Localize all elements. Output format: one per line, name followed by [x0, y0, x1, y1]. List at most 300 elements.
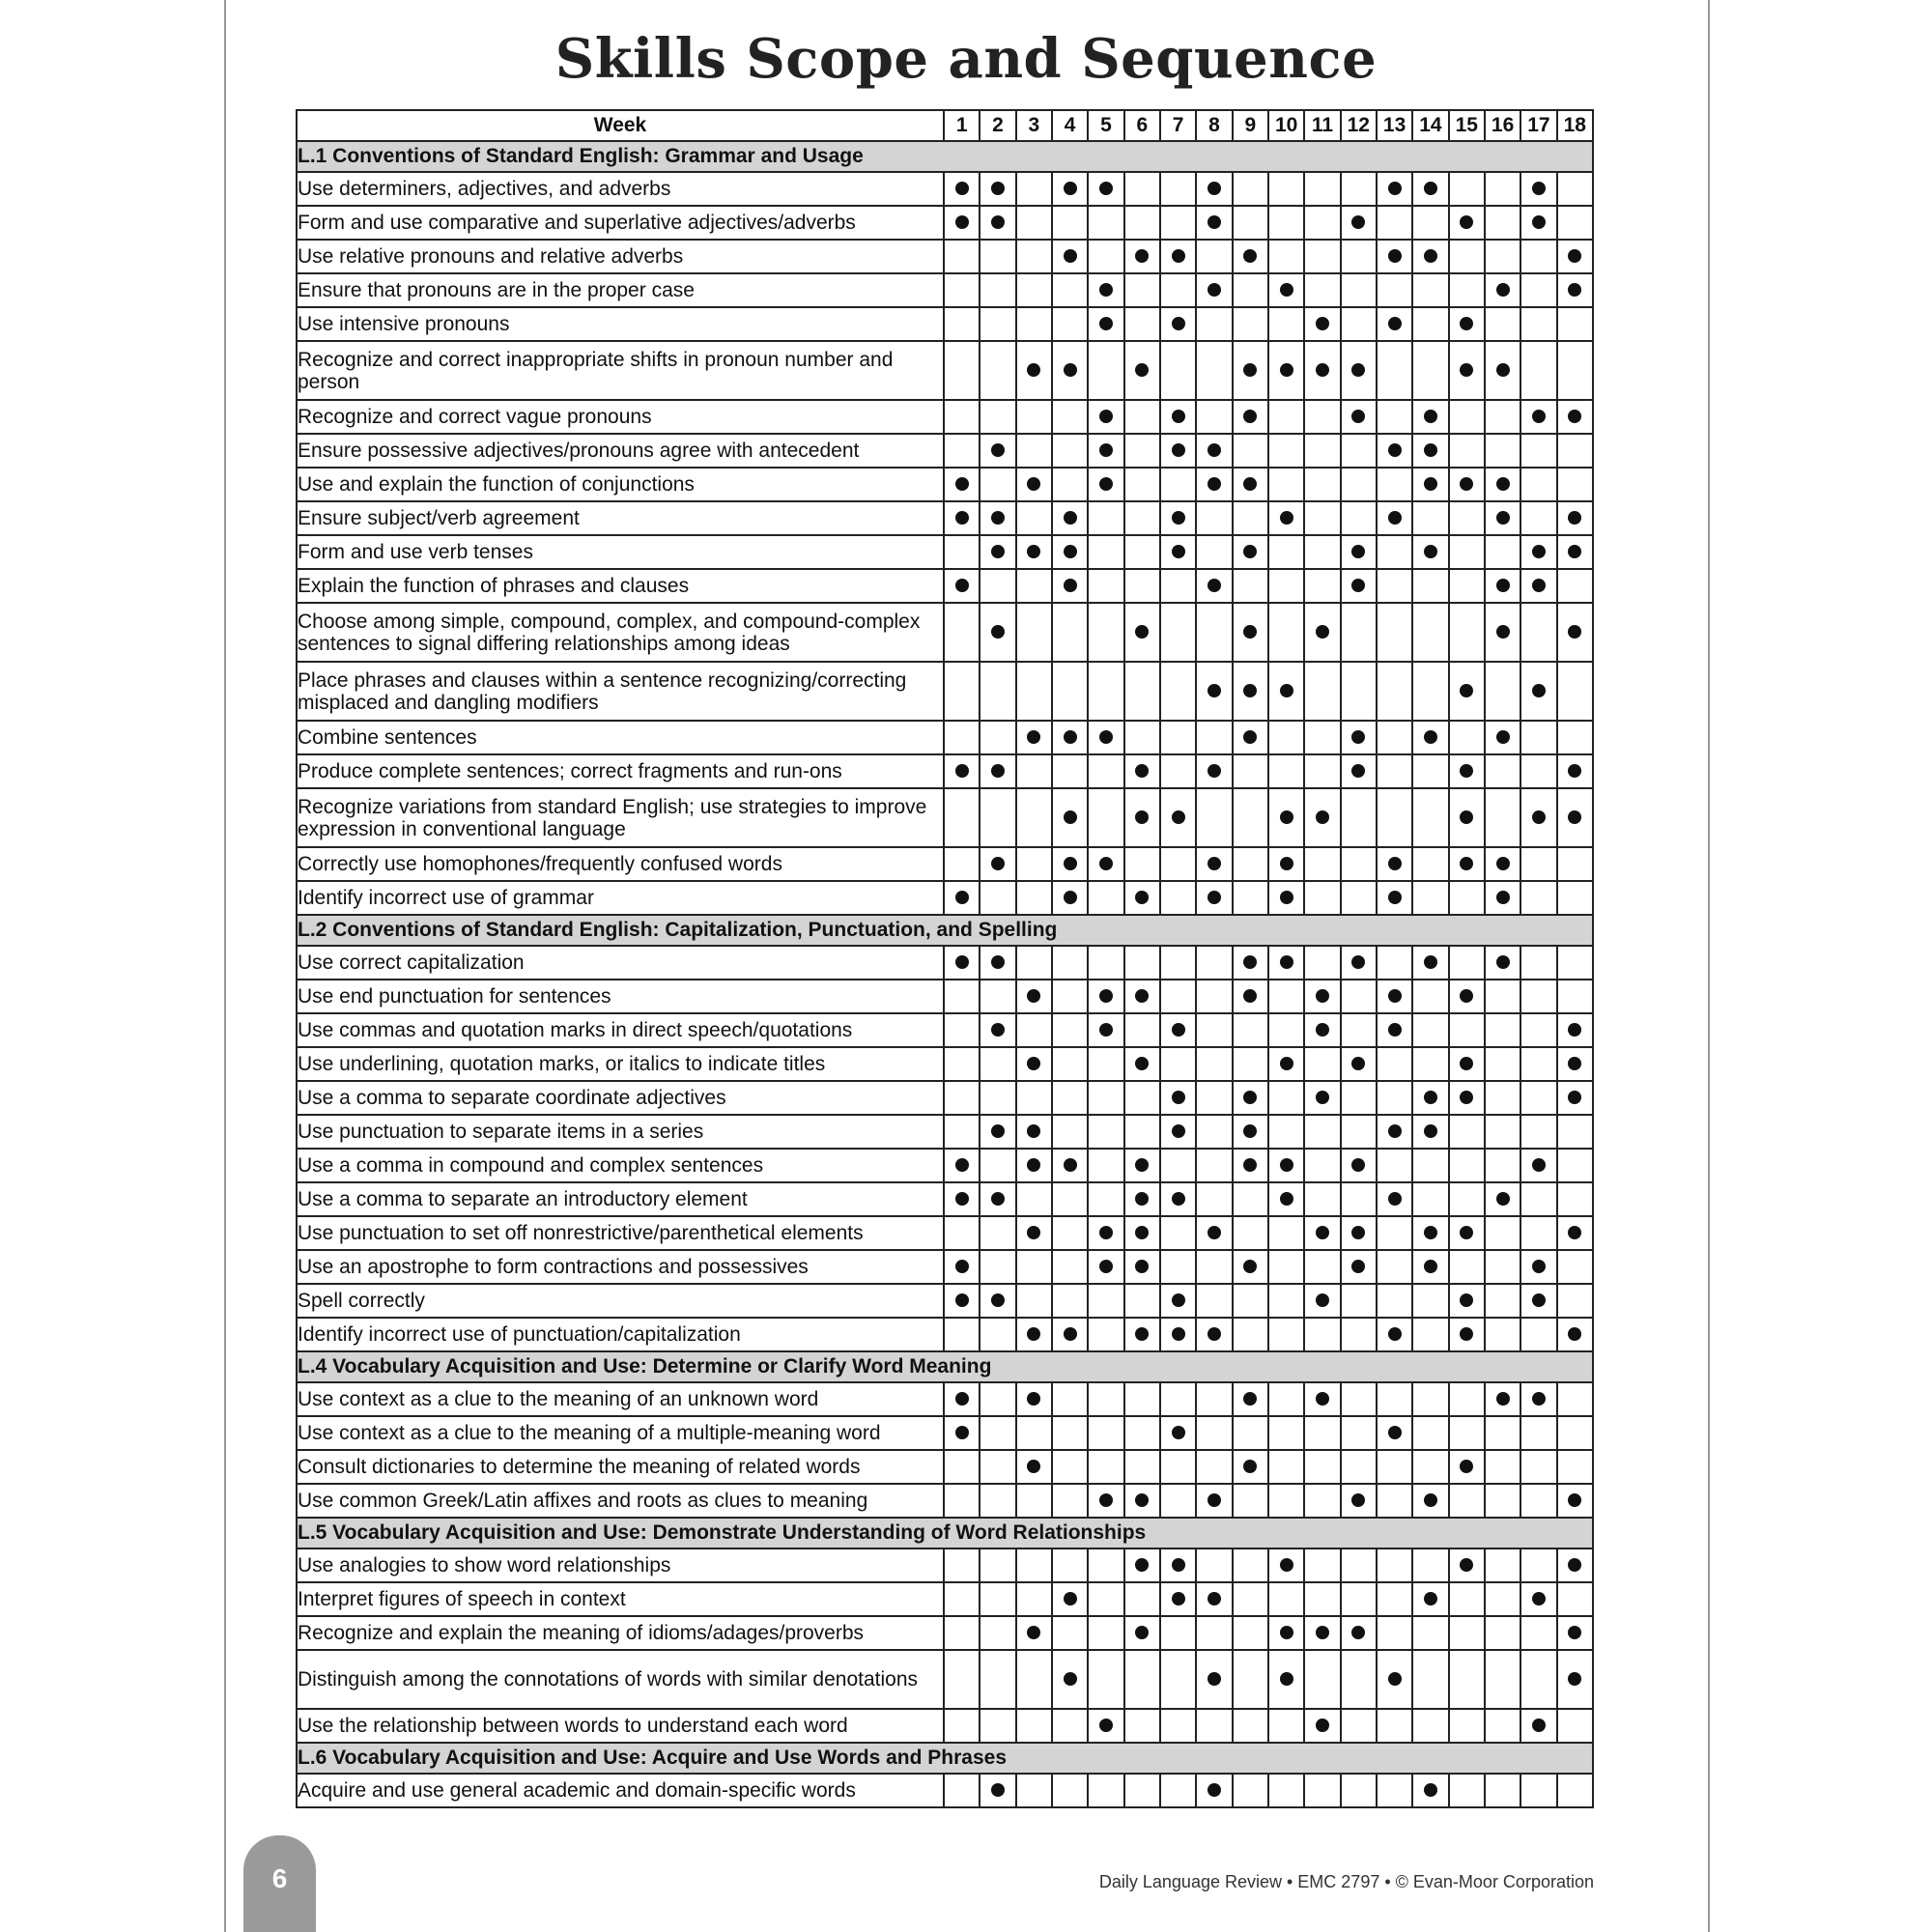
week-cell [1304, 603, 1340, 662]
coverage-dot [1064, 1592, 1077, 1605]
week-cell [1052, 1115, 1088, 1149]
week-cell [980, 662, 1015, 721]
week-cell [1052, 721, 1088, 754]
week-cell [1160, 341, 1196, 400]
week-cell [980, 980, 1015, 1013]
week-cell [1088, 1774, 1123, 1807]
week-cell [1160, 273, 1196, 307]
skill-label: Use a comma to separate an introductory element [297, 1182, 944, 1216]
skill-label: Use underlining, quotation marks, or italics to indicate titles [297, 1047, 944, 1081]
week-cell [1016, 1149, 1052, 1182]
coverage-dot [1208, 857, 1221, 870]
skill-label: Spell correctly [297, 1284, 944, 1318]
week-cell [1557, 662, 1593, 721]
coverage-dot [1532, 1158, 1546, 1172]
week-cell [944, 980, 980, 1013]
coverage-dot [1027, 1124, 1040, 1138]
week-cell [1233, 1318, 1268, 1351]
coverage-dot [1424, 545, 1437, 558]
week-cell [1233, 569, 1268, 603]
week-cell [1485, 1416, 1520, 1450]
coverage-dot [1027, 1057, 1040, 1070]
coverage-dot [1064, 182, 1077, 195]
week-cell [1557, 1013, 1593, 1047]
coverage-dot [1243, 249, 1257, 263]
week-cell [1449, 172, 1485, 206]
week-cell [1088, 1149, 1123, 1182]
coverage-dot [1135, 989, 1149, 1003]
week-cell [1485, 273, 1520, 307]
skill-label: Produce complete sentences; correct fragments and run-ons [297, 754, 944, 788]
coverage-dot [1099, 1493, 1113, 1507]
section-title: L.1 Conventions of Standard English: Grammar and Usage [297, 141, 1593, 172]
week-cell [1233, 1382, 1268, 1416]
coverage-dot [1064, 810, 1077, 824]
coverage-dot [1027, 1626, 1040, 1639]
week-cell [1304, 172, 1340, 206]
week-cell [1377, 1484, 1412, 1518]
coverage-dot [1172, 1192, 1185, 1206]
week-cell [1557, 603, 1593, 662]
coverage-dot [955, 1158, 969, 1172]
week-cell [1449, 1582, 1485, 1616]
week-cell [1160, 1318, 1196, 1351]
skill-label: Interpret figures of speech in context [297, 1582, 944, 1616]
week-cell [1412, 1318, 1448, 1351]
week-number-header: 7 [1160, 110, 1196, 141]
skill-label: Use a comma to separate coordinate adjectives [297, 1081, 944, 1115]
week-cell [1016, 569, 1052, 603]
week-cell [1412, 980, 1448, 1013]
week-cell [1124, 1318, 1160, 1351]
week-cell [1485, 468, 1520, 501]
week-cell [1268, 1115, 1304, 1149]
coverage-dot [1099, 730, 1113, 744]
week-cell [1485, 1115, 1520, 1149]
week-cell [980, 240, 1015, 273]
week-cell [1557, 1450, 1593, 1484]
week-cell [1520, 1182, 1556, 1216]
week-cell [1233, 603, 1268, 662]
skill-label: Use relative pronouns and relative adverbs [297, 240, 944, 273]
coverage-dot [1099, 857, 1113, 870]
week-cell [980, 341, 1015, 400]
week-cell [1088, 1382, 1123, 1416]
skill-row [297, 206, 1593, 240]
coverage-dot [1351, 1057, 1365, 1070]
coverage-dot [1172, 1558, 1185, 1572]
week-cell [1412, 1182, 1448, 1216]
skill-label: Use context as a clue to the meaning of a multiple-meaning word [297, 1416, 944, 1450]
coverage-dot [1388, 511, 1402, 525]
week-cell [1304, 980, 1340, 1013]
week-cell [944, 1416, 980, 1450]
week-cell [980, 1284, 1015, 1318]
coverage-dot [1496, 477, 1510, 491]
week-cell [1160, 501, 1196, 535]
coverage-dot [1351, 955, 1365, 969]
week-cell [1196, 788, 1232, 847]
week-cell [1160, 1616, 1196, 1650]
week-cell [1304, 1582, 1340, 1616]
week-cell [1449, 1650, 1485, 1709]
coverage-dot [1280, 955, 1293, 969]
week-cell [980, 1047, 1015, 1081]
skill-label: Use intensive pronouns [297, 307, 944, 341]
week-cell [1233, 788, 1268, 847]
coverage-dot [1316, 1392, 1329, 1406]
week-cell [1088, 847, 1123, 881]
week-cell [1341, 1284, 1377, 1318]
week-cell [1304, 662, 1340, 721]
week-cell [1377, 1582, 1412, 1616]
coverage-dot [1243, 363, 1257, 377]
week-cell [1196, 341, 1232, 400]
coverage-dot [1351, 1260, 1365, 1273]
week-cell [1341, 1709, 1377, 1743]
week-cell [1233, 1582, 1268, 1616]
week-cell [1412, 662, 1448, 721]
coverage-dot [1027, 989, 1040, 1003]
coverage-dot [1172, 1023, 1185, 1037]
week-cell [1304, 1548, 1340, 1582]
coverage-dot [991, 511, 1005, 525]
coverage-dot [1208, 579, 1221, 592]
week-cell [1377, 1250, 1412, 1284]
coverage-dot [1496, 625, 1510, 639]
week-cell [1412, 501, 1448, 535]
coverage-dot [1532, 1260, 1546, 1273]
week-cell [1268, 501, 1304, 535]
week-cell [1557, 501, 1593, 535]
week-cell [1088, 980, 1123, 1013]
coverage-dot [1135, 764, 1149, 778]
week-cell [1557, 206, 1593, 240]
coverage-dot [1460, 989, 1473, 1003]
week-cell [1124, 1149, 1160, 1182]
coverage-dot [1243, 684, 1257, 697]
skill-label: Use the relationship between words to understand each word [297, 1709, 944, 1743]
week-cell [1520, 847, 1556, 881]
coverage-dot [1135, 891, 1149, 904]
week-cell [1557, 721, 1593, 754]
skill-label: Identify incorrect use of grammar [297, 881, 944, 915]
skill-label: Place phrases and clauses within a sentence recognizing/correcting misplaced and dangling modifiers [297, 662, 944, 721]
week-cell [1377, 1182, 1412, 1216]
week-cell [944, 172, 980, 206]
week-cell [1341, 881, 1377, 915]
week-number-header: 2 [980, 110, 1015, 141]
week-cell [1268, 1182, 1304, 1216]
coverage-dot [1099, 477, 1113, 491]
week-cell [1557, 1284, 1593, 1318]
week-cell [1485, 1149, 1520, 1182]
week-cell [944, 1182, 980, 1216]
week-cell [1016, 1650, 1052, 1709]
week-cell [1160, 721, 1196, 754]
coverage-dot [1460, 363, 1473, 377]
week-cell [1485, 1582, 1520, 1616]
week-cell [1196, 662, 1232, 721]
coverage-dot [1172, 1327, 1185, 1341]
week-cell [1160, 1216, 1196, 1250]
coverage-dot [1027, 1460, 1040, 1473]
week-cell [1520, 1115, 1556, 1149]
week-cell [1052, 501, 1088, 535]
week-cell [1449, 1382, 1485, 1416]
coverage-dot [1280, 857, 1293, 870]
week-cell [1088, 273, 1123, 307]
week-cell [944, 400, 980, 434]
week-cell [1485, 721, 1520, 754]
section-title: L.2 Conventions of Standard English: Capitalization, Punctuation, and Spelling [297, 915, 1593, 946]
coverage-dot [1424, 1260, 1437, 1273]
week-cell [944, 1548, 980, 1582]
week-cell [1304, 400, 1340, 434]
coverage-dot [1568, 283, 1581, 297]
coverage-dot [1568, 545, 1581, 558]
week-cell [1233, 240, 1268, 273]
week-cell [1124, 240, 1160, 273]
week-cell [1268, 788, 1304, 847]
week-cell [1268, 434, 1304, 468]
week-cell [1449, 273, 1485, 307]
week-cell [1088, 240, 1123, 273]
week-cell [1304, 468, 1340, 501]
skill-label: Use correct capitalization [297, 946, 944, 980]
week-cell [1268, 1582, 1304, 1616]
week-cell [1233, 1182, 1268, 1216]
coverage-dot [1568, 410, 1581, 423]
section-row [297, 1351, 1593, 1382]
week-cell [1052, 307, 1088, 341]
week-cell [980, 535, 1015, 569]
week-cell [944, 1149, 980, 1182]
week-cell [1196, 1013, 1232, 1047]
week-cell [1052, 1318, 1088, 1351]
coverage-dot [1568, 1672, 1581, 1686]
week-cell [1449, 1149, 1485, 1182]
week-cell [1052, 240, 1088, 273]
week-cell [1124, 1115, 1160, 1149]
coverage-dot [1099, 1226, 1113, 1239]
section-row [297, 1518, 1593, 1548]
week-cell [980, 1382, 1015, 1416]
coverage-dot [1208, 764, 1221, 778]
skill-row [297, 1013, 1593, 1047]
week-cell [1268, 1650, 1304, 1709]
coverage-dot [1135, 1493, 1149, 1507]
coverage-dot [1460, 764, 1473, 778]
coverage-dot [1388, 1023, 1402, 1037]
coverage-dot [1568, 1091, 1581, 1104]
coverage-dot [1027, 1392, 1040, 1406]
week-cell [1016, 468, 1052, 501]
week-cell [944, 1582, 980, 1616]
week-cell [1088, 1081, 1123, 1115]
week-cell [1557, 1416, 1593, 1450]
week-cell [1268, 1250, 1304, 1284]
week-cell [1124, 847, 1160, 881]
skill-row [297, 1318, 1593, 1351]
week-cell [1268, 206, 1304, 240]
week-cell [1088, 468, 1123, 501]
coverage-dot [1424, 410, 1437, 423]
skill-row [297, 172, 1593, 206]
week-cell [1016, 1182, 1052, 1216]
week-cell [1016, 881, 1052, 915]
week-cell [1377, 273, 1412, 307]
coverage-dot [1280, 1672, 1293, 1686]
week-cell [1052, 1284, 1088, 1318]
week-cell [1160, 603, 1196, 662]
coverage-dot [1460, 1057, 1473, 1070]
week-cell [1304, 240, 1340, 273]
week-cell [1412, 206, 1448, 240]
week-cell [1196, 1115, 1232, 1149]
skill-label: Combine sentences [297, 721, 944, 754]
week-cell [980, 434, 1015, 468]
week-cell [1304, 1284, 1340, 1318]
week-cell [1341, 754, 1377, 788]
week-cell [1304, 273, 1340, 307]
coverage-dot [1243, 989, 1257, 1003]
coverage-dot [1568, 1057, 1581, 1070]
week-cell [1268, 946, 1304, 980]
coverage-dot [1208, 684, 1221, 697]
week-cell [1016, 501, 1052, 535]
coverage-dot [1496, 363, 1510, 377]
week-cell [1088, 172, 1123, 206]
week-cell [1557, 1616, 1593, 1650]
skill-label: Use commas and quotation marks in direct speech/quotations [297, 1013, 944, 1047]
week-cell [1196, 603, 1232, 662]
skill-row [297, 1284, 1593, 1318]
week-cell [1341, 1582, 1377, 1616]
week-cell [1196, 1318, 1232, 1351]
skill-row [297, 400, 1593, 434]
skill-row [297, 1709, 1593, 1743]
week-cell [1016, 754, 1052, 788]
skill-label: Use determiners, adjectives, and adverbs [297, 172, 944, 206]
week-cell [1377, 206, 1412, 240]
week-cell [980, 603, 1015, 662]
week-cell [1485, 434, 1520, 468]
week-cell [1124, 1047, 1160, 1081]
week-cell [1412, 1774, 1448, 1807]
week-cell [944, 1250, 980, 1284]
week-cell [1485, 341, 1520, 400]
week-cell [1485, 1013, 1520, 1047]
coverage-dot [1243, 1091, 1257, 1104]
week-cell [1412, 1484, 1448, 1518]
week-cell [1196, 1484, 1232, 1518]
week-cell [1016, 1216, 1052, 1250]
week-cell [1520, 172, 1556, 206]
week-cell [1341, 307, 1377, 341]
week-cell [1304, 1182, 1340, 1216]
week-cell [980, 307, 1015, 341]
coverage-dot [955, 215, 969, 229]
week-cell [980, 1216, 1015, 1250]
coverage-dot [1532, 579, 1546, 592]
coverage-dot [1172, 1592, 1185, 1605]
week-cell [1124, 1616, 1160, 1650]
week-cell [1016, 1616, 1052, 1650]
week-cell [1016, 341, 1052, 400]
week-cell [980, 1709, 1015, 1743]
week-cell [1520, 1548, 1556, 1582]
week-cell [1341, 273, 1377, 307]
week-cell [1341, 980, 1377, 1013]
week-cell [1088, 307, 1123, 341]
week-cell [1520, 721, 1556, 754]
week-cell [1233, 754, 1268, 788]
week-cell [1485, 1382, 1520, 1416]
coverage-dot [1388, 317, 1402, 330]
coverage-dot [1496, 511, 1510, 525]
week-cell [1196, 980, 1232, 1013]
skill-row [297, 1149, 1593, 1182]
week-cell [1052, 847, 1088, 881]
coverage-dot [1460, 1293, 1473, 1307]
week-cell [1268, 172, 1304, 206]
week-cell [1412, 569, 1448, 603]
week-cell [1233, 946, 1268, 980]
coverage-dot [955, 477, 969, 491]
coverage-dot [955, 511, 969, 525]
week-cell [1052, 1450, 1088, 1484]
week-cell [1160, 1450, 1196, 1484]
week-cell [1377, 1774, 1412, 1807]
skill-row [297, 721, 1593, 754]
coverage-dot [1424, 730, 1437, 744]
week-cell [1485, 1182, 1520, 1216]
coverage-dot [1351, 215, 1365, 229]
week-cell [1016, 847, 1052, 881]
coverage-dot [1351, 1158, 1365, 1172]
week-cell [944, 501, 980, 535]
week-cell [944, 1616, 980, 1650]
week-cell [1196, 1382, 1232, 1416]
week-cell [1449, 1047, 1485, 1081]
coverage-dot [1460, 317, 1473, 330]
week-cell [1052, 754, 1088, 788]
coverage-dot [1135, 363, 1149, 377]
week-cell [1377, 307, 1412, 341]
coverage-dot [1099, 989, 1113, 1003]
week-cell [1196, 847, 1232, 881]
week-cell [1052, 1484, 1088, 1518]
coverage-dot [1135, 1226, 1149, 1239]
coverage-dot [1424, 443, 1437, 457]
week-cell [1124, 400, 1160, 434]
week-cell [1052, 662, 1088, 721]
week-cell [1341, 1450, 1377, 1484]
week-cell [1088, 721, 1123, 754]
coverage-dot [1135, 1626, 1149, 1639]
week-cell [1052, 980, 1088, 1013]
week-cell [1449, 400, 1485, 434]
skill-row [297, 980, 1593, 1013]
week-cell [1233, 1650, 1268, 1709]
skill-label: Recognize variations from standard English; use strategies to improve expression in conventional language [297, 788, 944, 847]
week-cell [1557, 1250, 1593, 1284]
skill-label: Use punctuation to set off nonrestrictive/parenthetical elements [297, 1216, 944, 1250]
week-cell [1557, 307, 1593, 341]
week-cell [1412, 1115, 1448, 1149]
week-cell [1304, 1081, 1340, 1115]
